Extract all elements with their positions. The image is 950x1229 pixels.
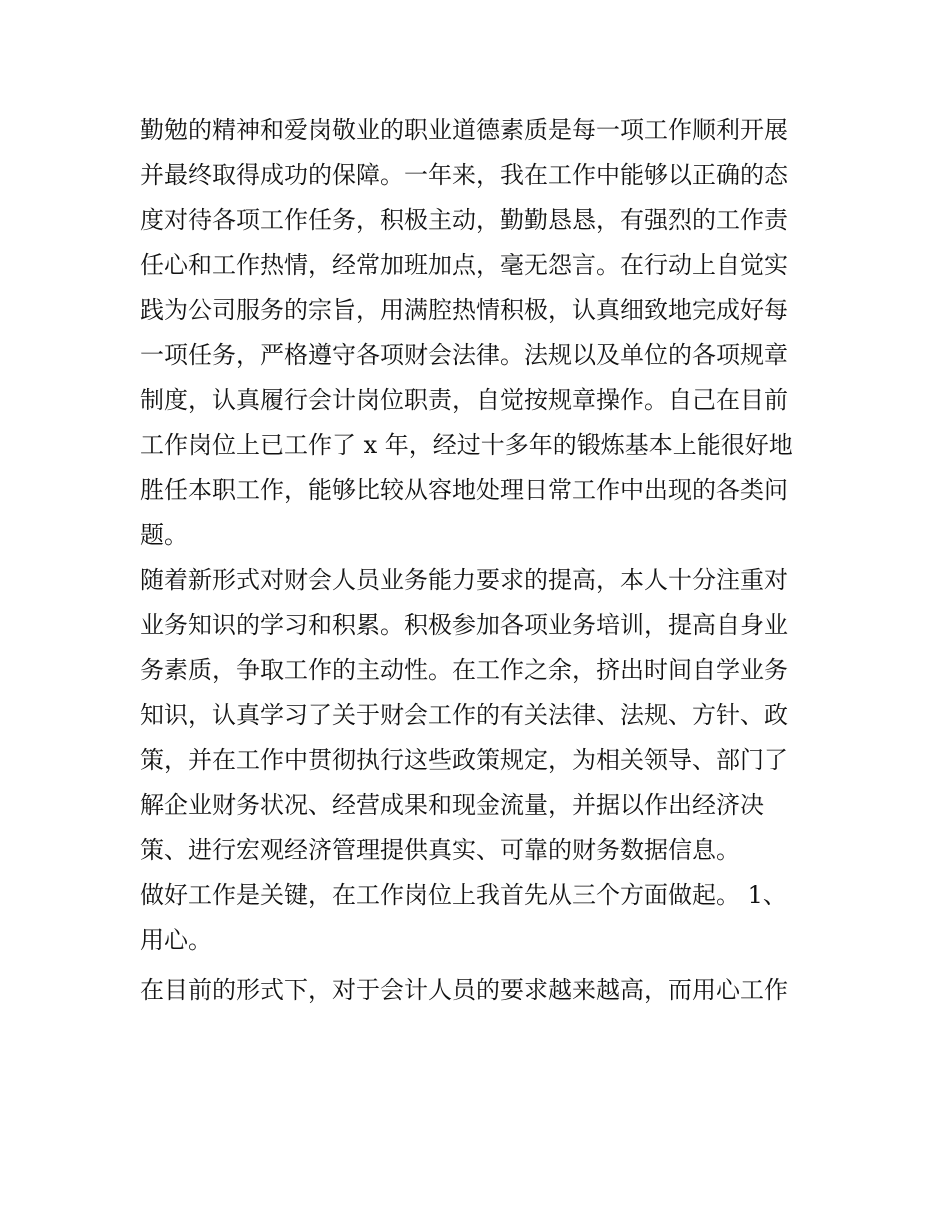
text-line: 随着新形式对财会人员业务能力要求的提高，本人十分注重对 xyxy=(140,566,788,594)
text-line: 工作岗位上已工作了 x 年，经过十多年的锻炼基本上能很好地 xyxy=(140,431,793,459)
text-line: 胜任本职工作，能够比较从容地处理日常工作中出现的各类问 xyxy=(140,476,788,504)
text-line: 业务知识的学习和积累。积极参加各项业务培训，提高自身业 xyxy=(140,611,788,639)
text-line: 用心。 xyxy=(140,926,212,954)
text-line: 践为公司服务的宗旨，用满腔热情积极，认真细致地完成好每 xyxy=(140,296,788,324)
text-line: 制度，认真履行会计岗位职责，自觉按规章操作。自己在目前 xyxy=(140,386,788,414)
paragraph-professional-learning xyxy=(140,560,820,870)
paragraph-key-work xyxy=(140,875,820,960)
text-line: 度对待各项工作任务，积极主动，勤勤恳恳，有强烈的工作责 xyxy=(140,206,788,234)
paragraph-work-attitude xyxy=(140,110,820,555)
text-line: 在目前的形式下，对于会计人员的要求越来越高，而用心工作 xyxy=(140,976,788,1004)
text-line: 题。 xyxy=(140,521,188,549)
text-line: 务素质，争取工作的主动性。在工作之余，挤出时间自学业务 xyxy=(140,656,788,684)
paragraph-current-situation xyxy=(140,970,820,1010)
document-body xyxy=(140,110,820,1010)
text-line: 做好工作是关键，在工作岗位上我首先从三个方面做起。 1、 xyxy=(140,881,787,909)
text-line: 解企业财务状况、经营成果和现金流量，并据以作出经济决 xyxy=(140,791,764,819)
text-line: 一项任务，严格遵守各项财会法律。法规以及单位的各项规章 xyxy=(140,341,788,369)
text-line: 任心和工作热情，经常加班加点，毫无怨言。在行动上自觉实 xyxy=(140,251,788,279)
text-line: 策、进行宏观经济管理提供真实、可靠的财务数据信息。 xyxy=(140,836,740,864)
text-line: 勤勉的精神和爱岗敬业的职业道德素质是每一项工作顺利开展 xyxy=(140,116,788,144)
text-line: 并最终取得成功的保障。一年来，我在工作中能够以正确的态 xyxy=(140,161,788,189)
text-line: 知识，认真学习了关于财会工作的有关法律、法规、方针、政 xyxy=(140,701,788,729)
text-line: 策，并在工作中贯彻执行这些政策规定，为相关领导、部门了 xyxy=(140,746,788,774)
